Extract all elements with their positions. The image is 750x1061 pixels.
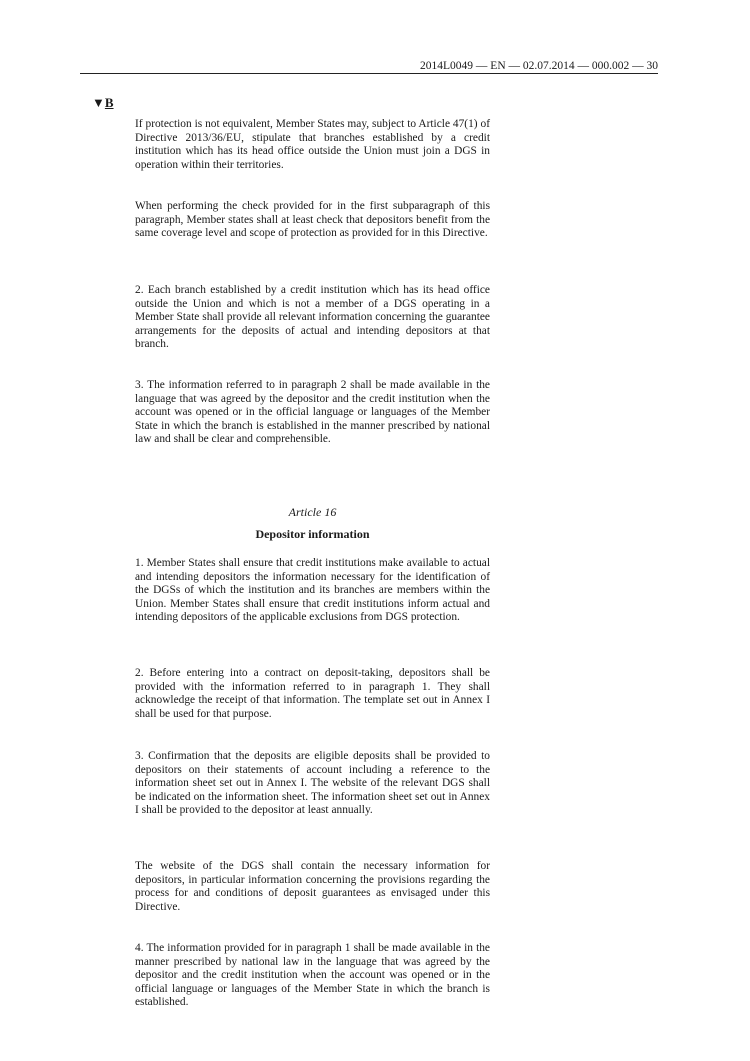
article-heading: Depositor information xyxy=(255,527,370,541)
triangle-down-icon: ▼ xyxy=(92,95,105,110)
article-paragraph: The website of the DGS shall contain the necessary information for depositors, in particular information concerning the provisions regarding the process for and conditions of deposit guarantees as envisaged under this Directive. xyxy=(135,860,490,913)
article-paragraph: 4. The information provided for in paragraph 1 shall be made available in the manner prescribed by national law in the language that was agreed by the depositor and the credit institution when the account was opened or in the official language or languages of the Member State in which the branch is established. xyxy=(135,942,490,1009)
header-divider xyxy=(80,73,658,74)
article-paragraph: 3. Confirmation that the deposits are eligible deposits shall be provided to depositors on their statements of account including a reference to the information sheet set out in Annex I. The website of the relevant DGS shall be indicated on the information sheet. The information sheet set out in Annex I shall be provided to the depositor at least annually. xyxy=(135,750,490,817)
document-reference: 2014L0049 — EN — 02.07.2014 — 000.002 — 30 xyxy=(420,60,658,72)
article-number: Article 16 xyxy=(288,505,337,519)
paragraph: 3. The information referred to in paragraph 2 shall be made available in the language that was agreed by the depositor and the credit institution when the account was opened or in the official language or languages of the Member State in which the branch is established in the manner prescribed by national law and shall be clear and comprehensible. xyxy=(135,379,490,446)
paragraph: When performing the check provided for in the first subparagraph of this paragraph, Member states shall at least check that depositors benefit from the same coverage level and scope of protection as provided for in this Directive. xyxy=(135,200,490,240)
article-paragraph: 2. Before entering into a contract on deposit-taking, depositors shall be provided with the information referred to in paragraph 1. They shall acknowledge the receipt of that information. The template set out in Annex I shall be used for that purpose. xyxy=(135,667,490,720)
paragraph: If protection is not equivalent, Member States may, subject to Article 47(1) of Directive 2013/36/EU, stipulate that branches established by a credit institution which has its head office outside the Union must join a DGS in operation within their territories. xyxy=(135,118,490,171)
marker-letter: B xyxy=(104,95,114,110)
article-paragraph: 1. Member States shall ensure that credit institutions make available to actual and intending depositors the information necessary for the identification of the DGSs of which the institution and its branches are members within the Union. Member States shall ensure that credit institutions inform actual and intending depositors of the applicable exclusions from DGS protection. xyxy=(135,557,490,624)
amendment-marker xyxy=(92,95,114,111)
paragraph: 2. Each branch established by a credit institution which has its head office outside the Union and which is not a member of a DGS operating in a Member State shall provide all relevant information concerning the guarantee arrangements for the deposits of actual and intending depositors at that branch. xyxy=(135,284,490,351)
